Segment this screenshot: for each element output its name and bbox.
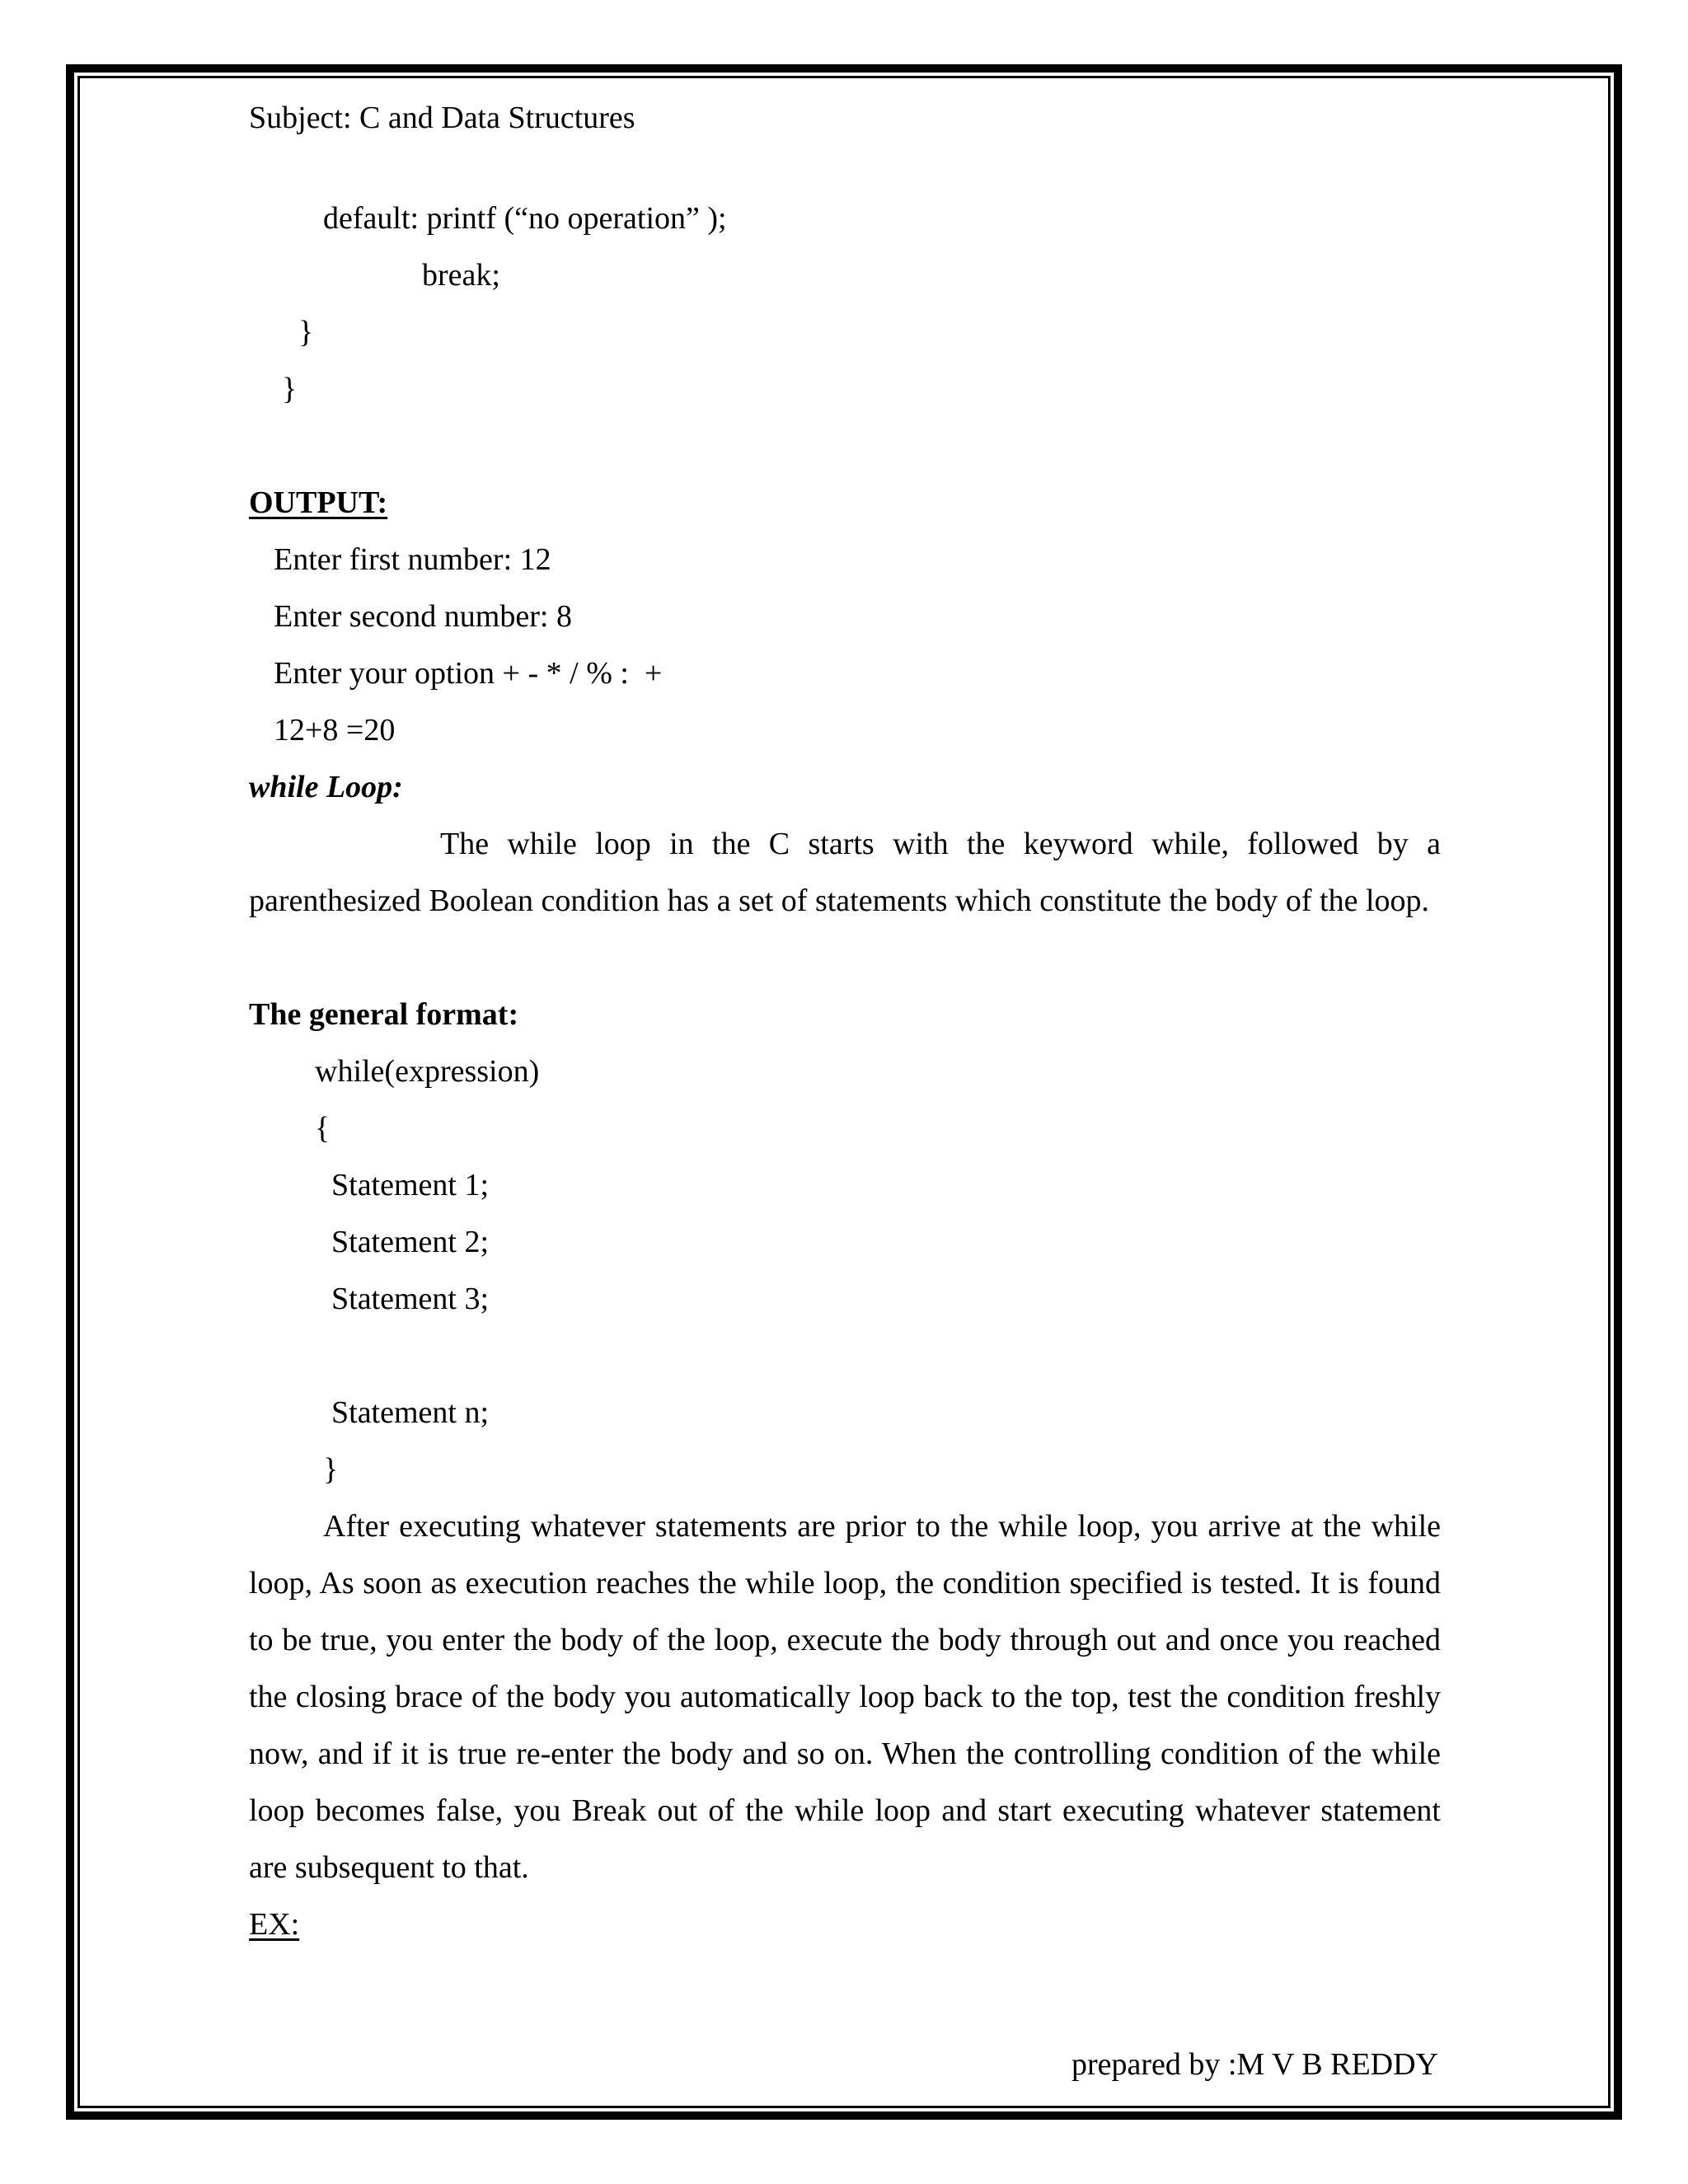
code-break-line: break; <box>422 258 500 293</box>
while-explanation-text: After executing whatever statements are prior to the while loop, you arrive at the while loop, As soon as execution reaches the while loop, the condition specified is tested. It is found to be true, you enter the body of the loop, execute the body through out and once you reached the closing brace of the body you automatically loop back to the top, test the condition freshly now, and if it is true re-enter the body and so on. When the controlling condition of the while loop becomes false, you Break out of the while loop and start executing whatever statement are subsequent to that. <box>249 1509 1441 1885</box>
format-line: } <box>323 1452 339 1487</box>
ex-label: EX: <box>249 1907 300 1942</box>
format-line: Statement 2; <box>331 1225 490 1259</box>
format-line: Statement 3; <box>331 1282 490 1316</box>
general-format-heading: The general format: <box>249 997 519 1032</box>
prepared-by-footer: prepared by :M V B REDDY <box>1071 2047 1438 2082</box>
format-line: { <box>315 1111 331 1146</box>
output-line: 12+8 =20 <box>274 713 396 748</box>
output-heading: OUTPUT: <box>249 485 388 520</box>
format-line: Statement n; <box>331 1395 490 1430</box>
output-line: Enter first number: 12 <box>274 542 551 577</box>
format-line: while(expression) <box>315 1054 540 1089</box>
while-loop-heading: while Loop: <box>249 770 403 804</box>
format-line: Statement 1; <box>331 1168 490 1202</box>
output-line: Enter second number: 8 <box>274 599 572 634</box>
subject-header: Subject: C and Data Structures <box>249 101 635 135</box>
while-intro-text: The while loop in the C starts with the keyword while, followed by a parenthesized Boolean condition has a set of statements which constitute the body of the loop. <box>249 827 1441 918</box>
code-default-line: default: printf (“no operation” ); <box>323 201 727 236</box>
code-close-brace-2: } <box>282 372 298 406</box>
code-close-brace-1: } <box>298 315 314 349</box>
output-line: Enter your option + - * / % : + <box>274 656 663 691</box>
while-explanation-paragraph <box>249 1498 1441 1896</box>
while-intro-paragraph <box>249 816 1441 930</box>
